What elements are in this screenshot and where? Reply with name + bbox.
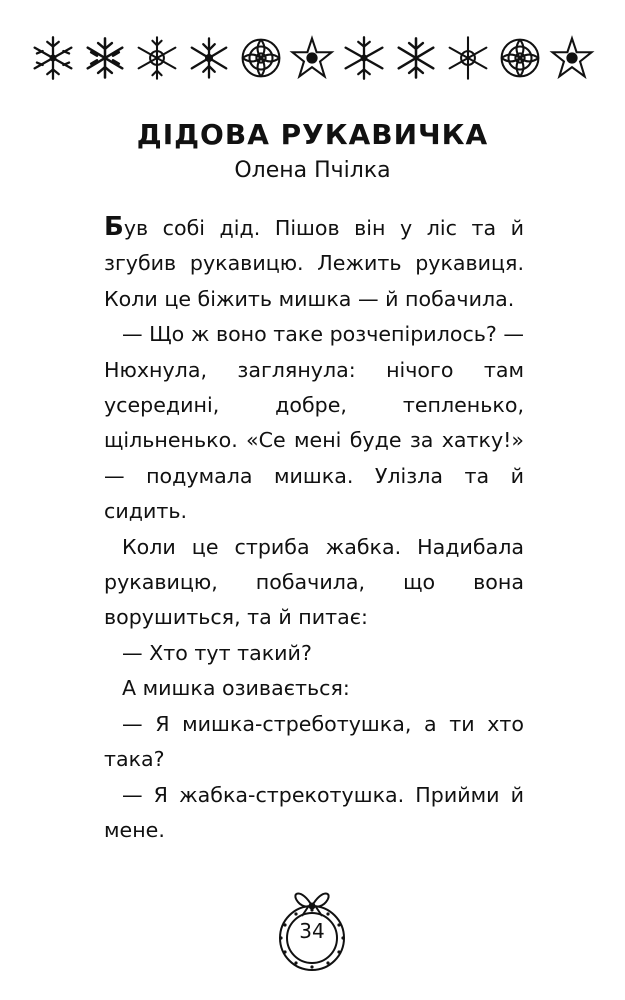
ornament-border: [30, 28, 595, 88]
story-author: Олена Пчілка: [234, 158, 391, 183]
page-number: 34: [299, 919, 325, 943]
snowflake-icon: [445, 35, 491, 81]
paragraph: — Я мишка-стреботушка, а ти хто така?: [104, 711, 524, 772]
snowflake-icon: [341, 35, 387, 81]
paragraph-text: ув собі дід. Пішов він у ліс та й згубив рукавицю. Лежить рукавиця. Коли це біжить мишка — й побачила.: [104, 216, 524, 311]
snowflake-icon: [30, 35, 76, 81]
paragraph: — Що ж воно таке розчепірилось? — Нюхнула, заглянула: нічого там усередині, добре, тепленько, щільненько. «Се мені буде за хатку!» — подумала мишка. Улізла та й сидить.: [104, 322, 524, 524]
snowflake-icon: [186, 35, 232, 81]
mandala-icon: [497, 35, 543, 81]
snowflake-icon: [134, 35, 180, 81]
floral-star-icon: [289, 35, 335, 81]
drop-cap: Б: [104, 212, 124, 242]
story-body: [104, 210, 524, 848]
story-title: ДІДОВА РУКАВИЧКА: [136, 118, 489, 151]
paragraph: Коли це стриба жабка. Надибала рукавицю, побачила, що вона ворушиться, та й питає:: [104, 534, 524, 630]
mandala-icon: [238, 35, 284, 81]
paragraph: — Хто тут такий?: [122, 640, 312, 665]
paragraph: [104, 210, 524, 317]
snowflake-icon: [82, 35, 128, 81]
paragraph: А мишка озивається:: [122, 676, 350, 701]
paragraph: — Я жабка-стрекотушка. Прийми й мене.: [104, 782, 524, 842]
floral-star-icon: [549, 35, 595, 81]
snowflake-icon: [393, 35, 439, 81]
